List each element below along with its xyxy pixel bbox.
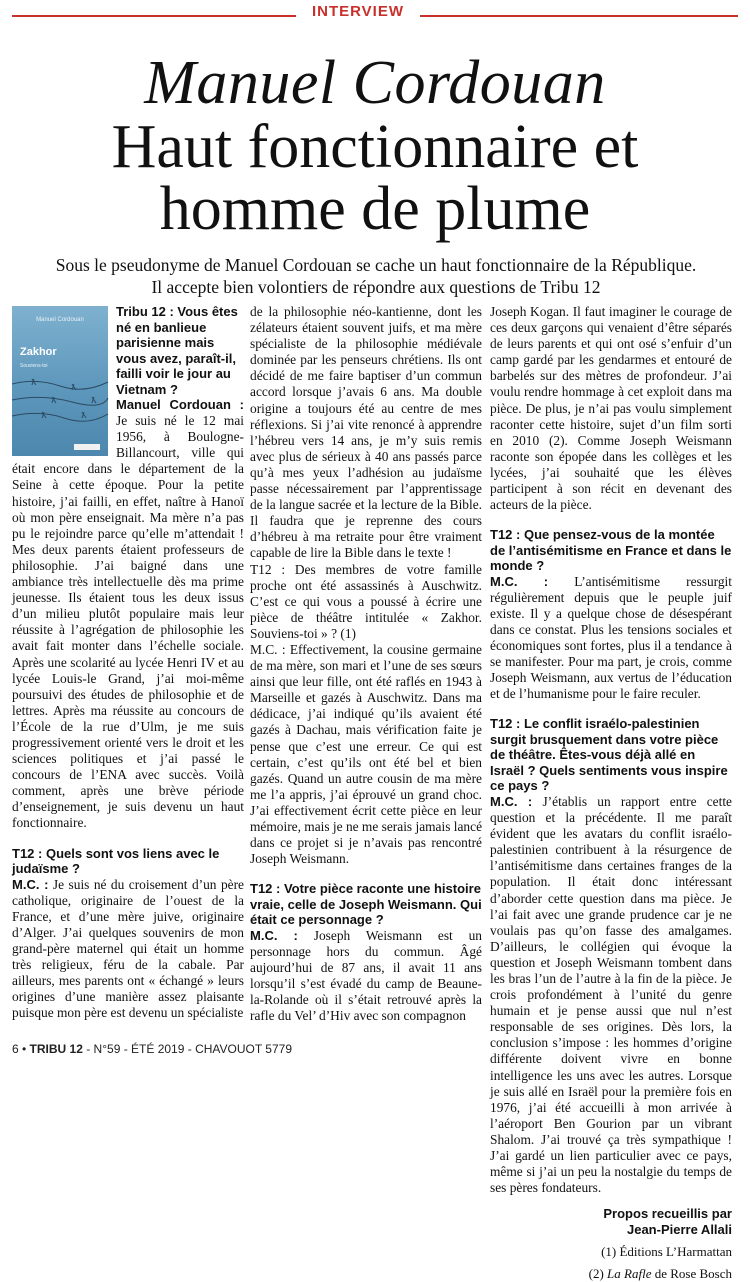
book-cover-publisher-logo xyxy=(74,444,100,450)
book-cover-image xyxy=(12,306,108,456)
footer-publication: TRIBU 12 xyxy=(29,1042,83,1056)
lede xyxy=(20,254,732,298)
article-column-1 xyxy=(12,304,244,1021)
answer-4-speaker: M.C. : xyxy=(250,927,298,943)
answer-1-speaker: Manuel Cordouan : xyxy=(116,397,244,412)
answer-4-text: Joseph Weismann est un personnage hors du commun. Âgé aujourd’hui de 87 ans, il avait 11 ans lorsqu’il s’est évadé du camp de Beaune-la-Rolande où il s’était retrouvé après la rafle du Vel’ d’Hiv avec son compagnon xyxy=(250,927,482,1024)
question-2: T12 : Quels sont vos liens avec le judaïsme ? xyxy=(12,845,220,877)
question-3: T12 : Des membres de votre famille proche ont été assassinés à Auschwitz. C’est ce qui vous a poussé à écrire une pièce de théâtre intitulée « Zakhor. Souviens-toi » ? (1) xyxy=(250,561,482,641)
answer-2 xyxy=(12,877,244,1022)
footnote-2-suffix: de Rose Bosch xyxy=(651,1266,732,1282)
signature-author: Jean-Pierre Allali xyxy=(626,1222,732,1238)
header-rule-left xyxy=(12,15,296,17)
footnote-2-prefix: (2) xyxy=(588,1266,608,1282)
signature-line1: Propos recueillis par xyxy=(603,1206,732,1222)
footnote-2 xyxy=(490,1266,732,1282)
footer-page-number: 6 • xyxy=(12,1042,30,1056)
answer-6-speaker: M.C. : xyxy=(490,793,533,809)
answer-6 xyxy=(490,794,732,1196)
headline xyxy=(0,49,750,243)
article-column-2 xyxy=(250,304,482,1024)
answer-2-continued: de la philosophie néo-kantienne, dont les zélateurs étaient souvent juifs, et ma mère spécialiste de la philosophie médiévale dominée par les penseurs chrétiens. Ils ont décidé de me faire baptiser d’un commun accord lorsque j’avais 6 ans. Ma double origine a toujours été au centre de mes réflexions. Si j’ai vite renoncé à apprendre l’hébreu vers 14 ans, je m’y suis remis avec plus de sérieux à 40 ans passés parce qu’à mes yeux l’adhésion au judaïsme passe nécessairement par l’apprentissage de la langue sacrée et la lecture de la Bible. Il faudra que je reprenne des cours d’hébreu à ma retraite pour être vraiment capable de lire la Bible dans le texte ! xyxy=(250,304,482,561)
question-4: T12 : Votre pièce raconte une histoire vraie, celle de Joseph Weismann. Qui était ce personnage ? xyxy=(250,881,482,928)
footnote-1: (1) Éditions L’Harmattan xyxy=(601,1244,732,1260)
page-footer xyxy=(12,1042,292,1056)
answer-4 xyxy=(250,928,482,1025)
question-5: T12 : Que pensez-vous de la montée de l’antisémitisme en France et dans le monde ? xyxy=(490,527,732,574)
answer-1-text: Je suis né le 12 mai 1956, à Boulogne-Billancourt, ville qui était encore dans le département de la Seine à cette époque. Pour la petite histoire, j’ai failli, en effet, naître à Hanoï où mon père enseignait. Ma mère n’a pas pu le rejoindre parce qu’elle m’attendait ! Mes deux parents étaient professeurs de philosophie. J’ai baigné dans une ambiance très intellectuelle dès ma prime jeunesse. Ils étaient tous les deux issus d’un milieu plutôt populaire mais leur réussite à l’agrégation de philosophie les avait fait monter dans l’échelle sociale. Après une scolarité au lycée Henri IV et au lycée Louis-le Grand, j’ai moi-même poursuivi des études de philosophie et de lettres. Après ma réussite au concours de l’École de la rue d’Ulm, je me suis progressivement orienté vers le droit et les sciences politiques et j’ai passé le concours de l’ENA avec succès. Voilà comment, après une brève période d’enseignement, je suis devenu un haut fonctionnaire. xyxy=(12,413,244,831)
book-cover-title: Zakhor xyxy=(20,346,57,358)
headline-sub-line2: homme de plume xyxy=(159,175,591,243)
section-label: INTERVIEW xyxy=(311,3,405,20)
answer-3: M.C. : Effectivement, la cousine germaine de ma mère, son mari et l’une de ses sœurs ainsi que leur fille, ont été raflés en 1943 à Marseille et gazés à Auschwitz. Dans ma dédicace, j’ai indiqué qu’ils avaient été gazés à Dachau, mais vérification faite je pense que c’est une erreur. Ce qui est certain, c’est qu’ils ont été bel et bien gazés. Quand un autre cousin de ma mère me l’a appris, j’ai éprouvé un grand choc. J’ai effectivement écrit cette pièce en leur mémoire, mais je ne me serais jamais lancé dans ce projet si je n’avais pas rencontré Joseph Weismann. xyxy=(250,641,483,867)
answer-2-text: Je suis né du croisement d’un père catholique, originaire de l’ouest de la France, et d’une mère juive, originaire d’Alger. J’ai quelques souvenirs de mon grand-père maternel qui était un homme très religieux, féru de la cabale. Par ailleurs, mes parents ont « échangé » leurs origines d’une manière assez plaisante puisque mon père est devenu un spécialiste xyxy=(12,876,244,1021)
answer-2-speaker: M.C. : xyxy=(12,876,49,892)
lede-line2: Il accepte bien volontiers de répondre aux questions de Tribu 12 xyxy=(151,277,601,297)
answer-4-continued: Joseph Kogan. Il faut imaginer le courage de ces deux garçons qui venaient d’être séparés de leurs parents et qui ont osé s’enfuir d’un camp gardé par les gendarmes et entouré de barbelés sur des mètres de profondeur. J’ai voulu rendre hommage à cet exploit dans ma pièce. De plus, je n’ai pas voulu simplement raconter cette histoire, sujet d’un film sorti en 2010 (2). Comme Joseph Weismann raconte son épopée dans les collèges et les lycées, j’ai souhaité que les élèves participent à son récit en devenant des acteurs de la pièce. xyxy=(490,304,732,513)
answer-5 xyxy=(490,574,732,703)
answer-5-speaker: M.C. : xyxy=(490,573,549,589)
header-rule-right xyxy=(420,15,738,17)
book-cover-subtitle: Souviens-toi xyxy=(20,363,48,369)
answer-5-text: L’antisémitisme ressurgit régulièrement depuis que le peuple juif existe. Il y a quelque chose de désespérant dans ce constat. Plus les tensions sociales et économiques sont fortes, plus il a tendance à se manifester. Pour ma part, je crois, comme Joseph Weismann, aux vertus de l’éducation et de l’humanisme pour le faire reculer. xyxy=(490,573,732,702)
book-cover-author: Manuel Cordouan xyxy=(36,317,84,323)
article-column-3 xyxy=(490,304,732,1282)
headline-sub-line1: Haut fonctionnaire et xyxy=(111,113,639,181)
answer-1 xyxy=(12,397,244,832)
answer-6-text: J’établis un rapport entre cette question et la précédente. Il me paraît évident que les avatars du conflit israélo-palestinien contribuent à la résurgence de l’antisémitisme dans certaines franges de la population. Il était donc intéressant d’aborder cette question dans ma pièce. Je l’ai fait avec une grande prudence car je ne voulais pas qu’on fasse des amalgames. D’ailleurs, le collégien qui évoque la question et Joseph Weismann tombent dans les bras l’un de l’autre à la fin de la pièce. Je crois profondément à l’unité du genre humain et je pense aussi que nul n’est responsable de ses origines. Dès lors, la conclusion s’impose : les hommes d’origine différente doivent vivre en bonne intelligence les uns avec les autres. Lorsque je suis allé en Israël pour la première fois en 1976, j’ai été accueilli à mon arrivée à l’aéroport Ben Gourion par un vibrant Shalom. J’ai trouvé ça très sympathique ! J’ai gardé un lien particulier avec ce pays, même si j’ai un peu la nostalgie du temps de ses pères fondateurs. xyxy=(490,793,732,1196)
headline-name: Manuel Cordouan xyxy=(144,49,606,117)
question-6: T12 : Le conflit israélo-palestinien surgit brusquement dans votre pièce de théâtre. Êtes-vous déjà allé en Israël ? Quels sentiments vous inspire ce pays ? xyxy=(490,716,728,794)
footer-issue: - N°59 - ÉTÉ 2019 - CHAVOUOT 5779 xyxy=(82,1042,292,1056)
barbed-wire-icon xyxy=(12,370,108,430)
question-1: Tribu 12 : Vous êtes né en banlieue parisienne mais vous avez, paraît-il, failli voir le jour au Vietnam ? xyxy=(116,304,238,397)
footnote-2-film-title: La Rafle xyxy=(607,1266,652,1282)
signature xyxy=(490,1206,732,1238)
lede-line1: Sous le pseudonyme de Manuel Cordouan se cache un haut fonctionnaire de la République. xyxy=(55,255,697,275)
